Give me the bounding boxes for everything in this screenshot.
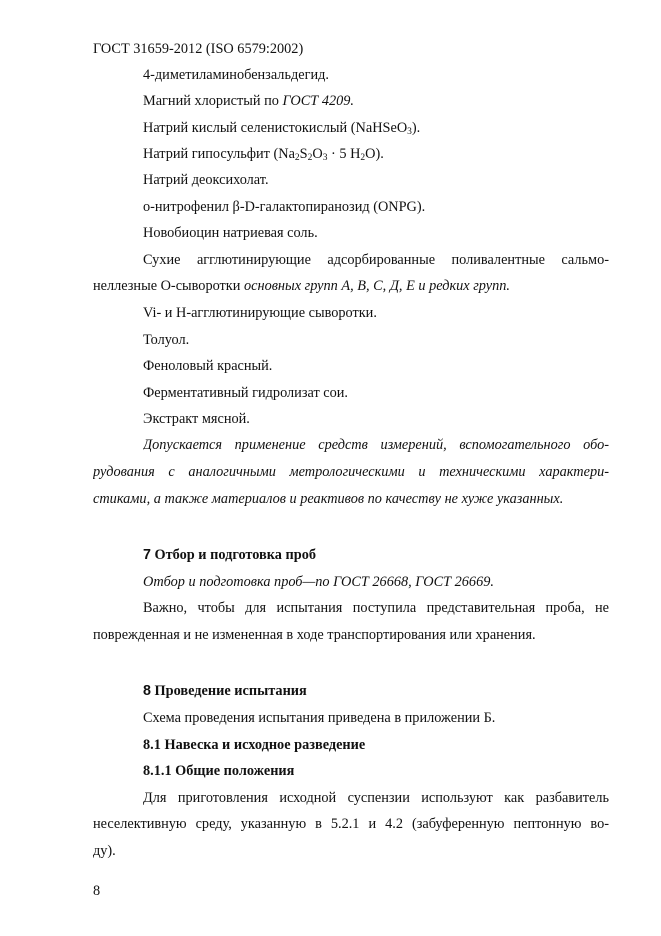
section-8-paragraph: Для приготовления исходной суспензии используют как разбавитель — [143, 790, 609, 806]
subsection-8-1-heading: 8.1 Навеска и исходное разведение — [143, 737, 366, 753]
reagent-item: Vi- и Н-агглютинирующие сыворотки. — [143, 305, 377, 321]
reagent-item: Натрий гипосульфит ($Na_2S_2O_3 \cdot 5$ $H_2O$). — [143, 146, 384, 163]
note-paragraph: стиками, а также материалов и реактивов по качеству не хуже указанных. — [93, 491, 564, 507]
reagent-item: Сухие агглютинирующие адсорбированные поливалентные сальмо- — [143, 252, 609, 268]
section-7-reference: Отбор и подготовка проб—по ГОСТ 26668, ГОСТ 26669. — [143, 574, 494, 590]
note-paragraph: рудования с аналогичными метрологическими и техническими характери- — [93, 464, 609, 480]
section-8-paragraph: ду). — [93, 843, 116, 859]
reagent-item: 4-диметиламинобензальдегид. — [143, 67, 329, 83]
reagent-item: Феноловый красный. — [143, 358, 273, 374]
reagent-item: Экстракт мясной. — [143, 411, 250, 427]
reagent-item: Новобиоцин натриевая соль. — [143, 225, 318, 241]
note-paragraph: Допускается применение средств измерений, вспомогательного обо- — [143, 437, 609, 453]
section-8-paragraph: неселективную среду, указанную в 5.2.1 и 4.2 (забуференную пептонную во- — [93, 816, 609, 832]
section-8-scheme: Схема проведения испытания приведена в приложении Б. — [143, 710, 496, 726]
reagent-item-continued: неллезные О-сыворотки основных групп А, В, С, Д, Е и редких групп. — [93, 278, 510, 294]
reagent-item: о-нитрофенил β-D-галактопиранозид (ONPG). — [143, 199, 426, 215]
subsection-8-1-1-heading: 8.1.1 Общие положения — [143, 763, 295, 779]
reagent-item: Магний хлористый по ГОСТ 4209. — [143, 93, 354, 109]
section-7-paragraph: Важно, чтобы для испытания поступила представительная проба, не — [143, 600, 609, 616]
standard-reference: ГОСТ 4209. — [282, 93, 354, 109]
reagent-item: Ферментативный гидролизат сои. — [143, 385, 348, 401]
reagent-item: Натрий деоксихолат. — [143, 172, 269, 188]
page-number: 8 — [93, 883, 101, 899]
reagent-item: Толуол. — [143, 332, 190, 348]
page-header: ГОСТ 31659-2012 (ISO 6579:2002) — [93, 41, 304, 57]
section-8-heading: 8 Проведение испытания — [143, 683, 307, 699]
section-7-heading: 7 Отбор и подготовка проб — [143, 547, 316, 563]
reagent-item: Натрий кислый селенистокислый (NaHSeO$_3$). — [143, 120, 421, 137]
section-7-paragraph: поврежденная и не измененная в ходе транспортирования или хранения. — [93, 627, 536, 643]
